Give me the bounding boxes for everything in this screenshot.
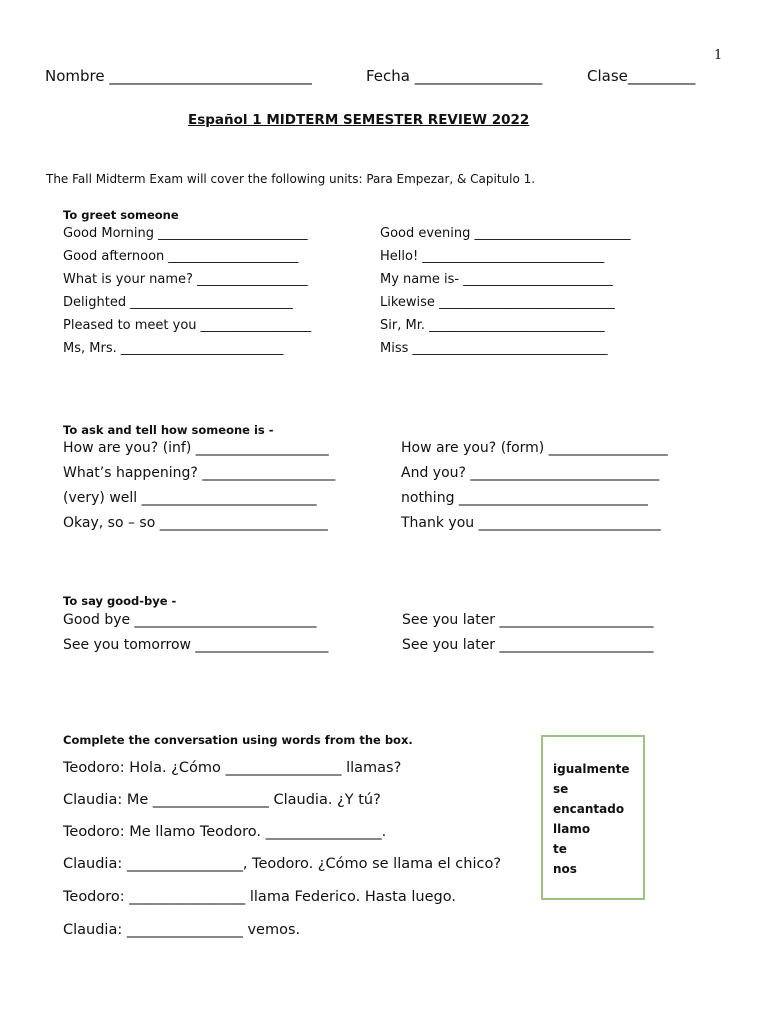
greet-right-item: Hello! ____________________________: [380, 249, 605, 264]
page-title: Español 1 MIDTERM SEMESTER REVIEW 2022: [188, 112, 530, 128]
ask-right-item: Thank you __________________________: [401, 515, 661, 531]
goodbye-right-item: See you later ______________________: [402, 612, 654, 628]
ask-right-item: nothing ___________________________: [401, 490, 648, 506]
greet-right-item: Miss ______________________________: [380, 341, 608, 356]
greet-left-item: Good Morning _______________________: [63, 226, 308, 241]
ask-left-item: What’s happening? ___________________: [63, 465, 336, 481]
clase-field: Clase_________: [587, 67, 696, 85]
goodbye-heading: To say good-bye -: [63, 594, 177, 608]
greet-right-item: Likewise ___________________________: [380, 295, 615, 310]
goodbye-right-item: See you later ______________________: [402, 637, 654, 653]
word-box-item: igualmente: [553, 762, 630, 776]
ask-right-item: How are you? (form) _________________: [401, 440, 668, 456]
intro-text: The Fall Midterm Exam will cover the following units: Para Empezar, & Capitulo 1.: [46, 172, 536, 186]
nombre-field: Nombre ___________________________: [45, 67, 312, 85]
conversation-line: Claudia: Me ________________ Claudia. ¿Y tú?: [63, 792, 381, 808]
ask-heading: To ask and tell how someone is -: [63, 423, 274, 437]
greet-left-item: Ms, Mrs. _________________________: [63, 341, 284, 356]
ask-left-item: How are you? (inf) ___________________: [63, 440, 329, 456]
greet-heading: To greet someone: [63, 208, 179, 222]
word-box-item: te: [553, 842, 567, 856]
ask-left-item: (very) well _________________________: [63, 490, 317, 506]
goodbye-left-item: See you tomorrow ___________________: [63, 637, 329, 653]
word-box-item: encantado: [553, 802, 625, 816]
word-box-item: nos: [553, 862, 577, 876]
ask-left-item: Okay, so – so ________________________: [63, 515, 328, 531]
greet-left-item: Good afternoon ____________________: [63, 249, 299, 264]
word-box-item: se: [553, 782, 569, 796]
conversation-line: Claudia: ________________, Teodoro. ¿Cómo se llama el chico?: [63, 856, 502, 872]
word-box: [541, 735, 645, 900]
greet-right-item: Sir, Mr. ___________________________: [380, 318, 605, 333]
conversation-line: Teodoro: ________________ llama Federico. Hasta luego.: [63, 889, 456, 905]
ask-right-item: And you? ___________________________: [401, 465, 660, 481]
fecha-field: Fecha _________________: [366, 67, 543, 85]
word-box-item: llamo: [553, 822, 591, 836]
conversation-line: Teodoro: Hola. ¿Cómo ________________ llamas?: [63, 760, 402, 776]
conversation-line: Claudia: ________________ vemos.: [63, 922, 301, 938]
greet-right-item: Good evening ________________________: [380, 226, 631, 241]
greet-right-item: My name is- _______________________: [380, 272, 613, 287]
greet-left-item: Delighted _________________________: [63, 295, 293, 310]
conversation-line: Teodoro: Me llamo Teodoro. ________________.: [63, 824, 387, 840]
conversation-heading: Complete the conversation using words from the box.: [63, 733, 413, 747]
page-number: 1: [714, 48, 723, 63]
goodbye-left-item: Good bye __________________________: [63, 612, 317, 628]
greet-left-item: What is your name? _________________: [63, 272, 308, 287]
greet-left-item: Pleased to meet you _________________: [63, 318, 312, 333]
